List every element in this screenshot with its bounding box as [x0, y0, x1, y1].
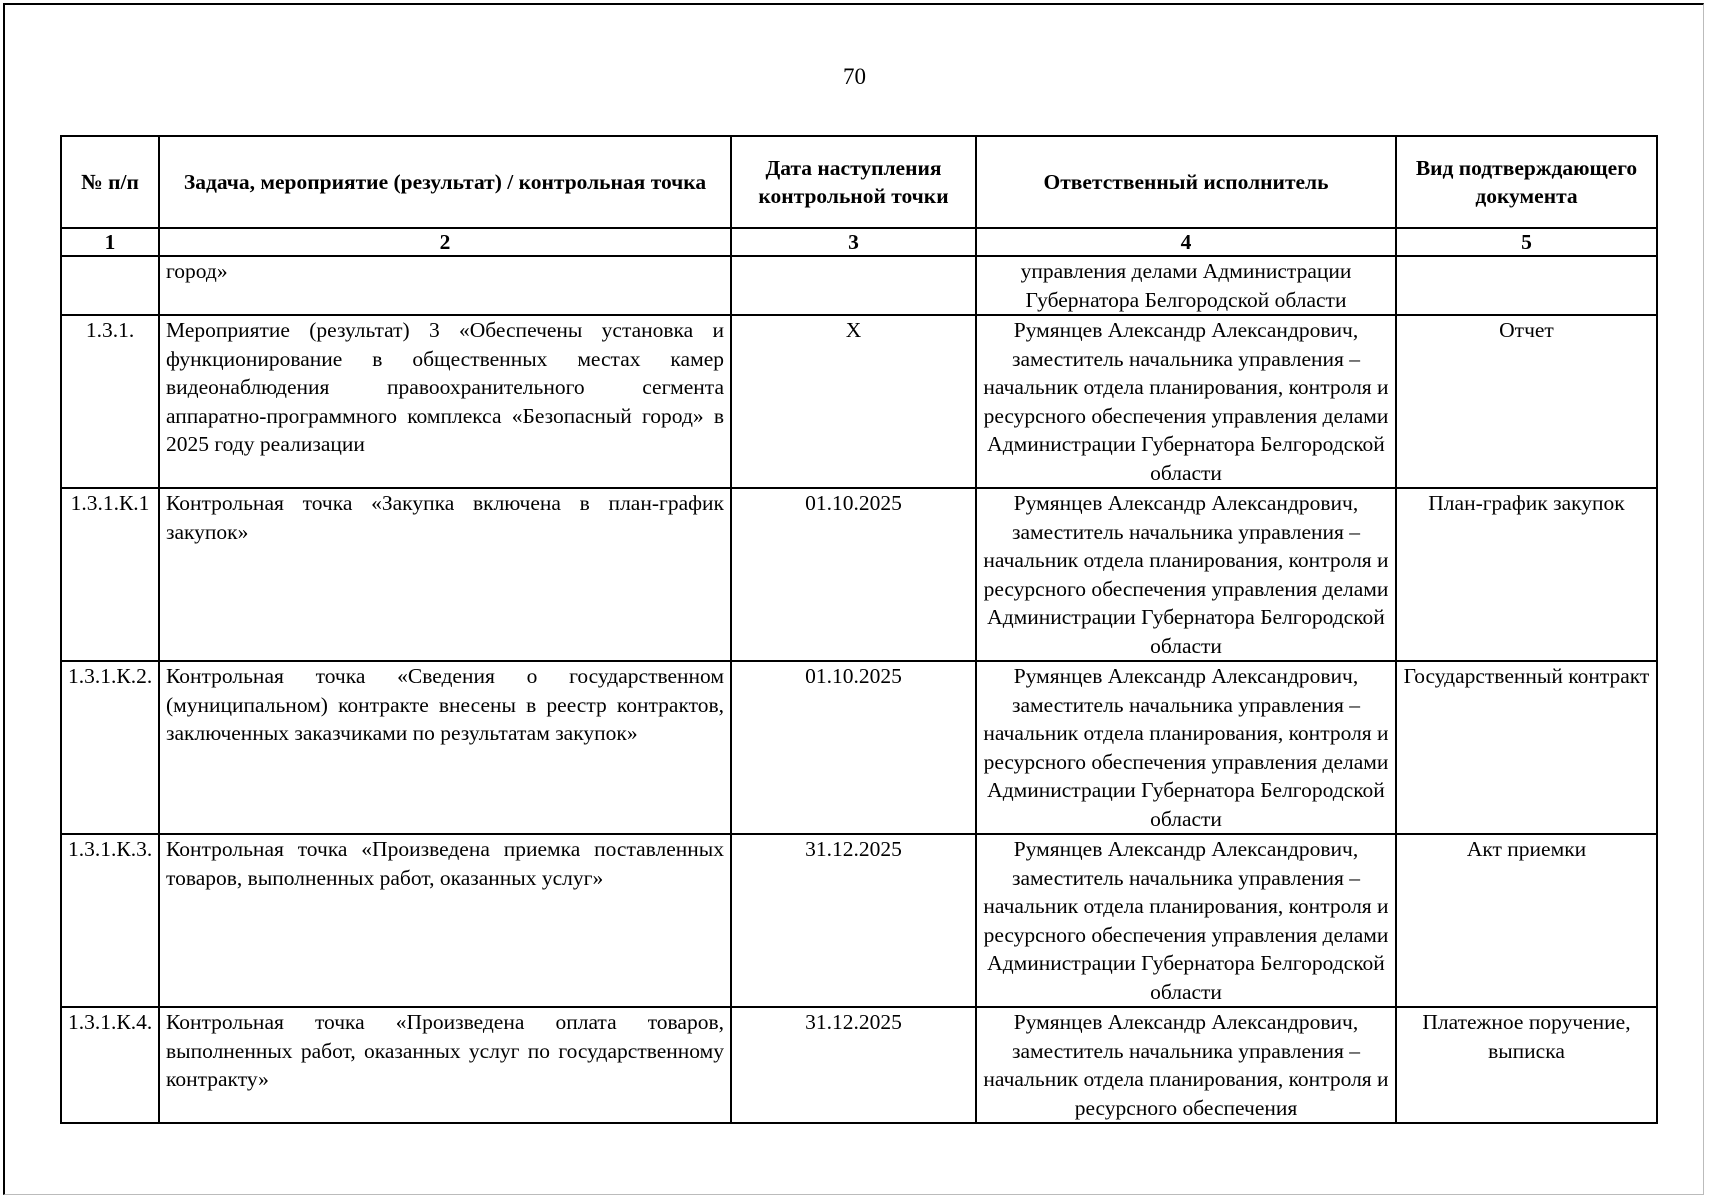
column-number: 4 — [976, 228, 1396, 256]
table-row — [61, 834, 1657, 1007]
row-task: Контрольная точка «Произведена оплата товаров, выполненных работ, оказанных услуг по государственному контракту» — [159, 1007, 731, 1123]
plan-table — [60, 135, 1658, 1124]
row-responsible: Румянцев Александр Александрович, заместитель начальника управления – начальник отдела планирования, контроля и ресурсного обеспечения управления делами Администрации Губернатора Белгородской области — [976, 488, 1396, 661]
row-task: Контрольная точка «Произведена приемка поставленных товаров, выполненных работ, оказанных услуг» — [159, 834, 731, 1007]
header-date: Дата наступления контрольной точки — [731, 136, 976, 228]
row-task: Контрольная точка «Сведения о государственном (муниципальном) контракте внесены в реестр контрактов, заключенных заказчиками по результатам закупок» — [159, 661, 731, 834]
table-row — [61, 256, 1657, 315]
row-document: Платежное поручение, выписка — [1396, 1007, 1657, 1123]
row-number: 1.3.1.К.3. — [61, 834, 159, 1007]
column-number-row — [61, 228, 1657, 256]
row-date — [731, 256, 976, 315]
row-date: 01.10.2025 — [731, 661, 976, 834]
row-document: Отчет — [1396, 315, 1657, 488]
row-date: 31.12.2025 — [731, 834, 976, 1007]
column-number: 2 — [159, 228, 731, 256]
row-task: Контрольная точка «Закупка включена в план-график закупок» — [159, 488, 731, 661]
header-responsible: Ответственный исполнитель — [976, 136, 1396, 228]
row-responsible: Румянцев Александр Александрович, заместитель начальника управления – начальник отдела планирования, контроля и ресурсного обеспечения управления делами Администрации Губернатора Белгородской области — [976, 661, 1396, 834]
row-responsible: Румянцев Александр Александрович, заместитель начальника управления – начальник отдела планирования, контроля и ресурсного обеспечения управления делами Администрации Губернатора Белгородской области — [976, 315, 1396, 488]
row-task: город» — [159, 256, 731, 315]
column-number: 5 — [1396, 228, 1657, 256]
row-responsible: Румянцев Александр Александрович, заместитель начальника управления – начальник отдела планирования, контроля и ресурсного обеспечения — [976, 1007, 1396, 1123]
row-document — [1396, 256, 1657, 315]
table-row — [61, 488, 1657, 661]
row-number: 1.3.1.К.4. — [61, 1007, 159, 1123]
row-responsible: управления делами Администрации Губернатора Белгородской области — [976, 256, 1396, 315]
header-task: Задача, мероприятие (результат) / контрольная точка — [159, 136, 731, 228]
row-number — [61, 256, 159, 315]
row-document: План-график закупок — [1396, 488, 1657, 661]
row-date: 01.10.2025 — [731, 488, 976, 661]
table-row — [61, 315, 1657, 488]
header-number: № п/п — [61, 136, 159, 228]
table-row — [61, 1007, 1657, 1123]
row-date: Х — [731, 315, 976, 488]
page-number: 70 — [843, 64, 866, 89]
table-row — [61, 661, 1657, 834]
row-task: Мероприятие (результат) 3 «Обеспечены установка и функционирование в общественных местах камер видеонаблюдения правоохранительного сегмента аппаратно-программного комплекса «Безопасный город» в 2025 году реализации — [159, 315, 731, 488]
row-document: Государственный контракт — [1396, 661, 1657, 834]
row-date: 31.12.2025 — [731, 1007, 976, 1123]
header-document: Вид подтверждающего документа — [1396, 136, 1657, 228]
column-number: 3 — [731, 228, 976, 256]
header-row — [61, 136, 1657, 228]
row-number: 1.3.1.К.1 — [61, 488, 159, 661]
row-document: Акт приемки — [1396, 834, 1657, 1007]
column-number: 1 — [61, 228, 159, 256]
row-responsible: Румянцев Александр Александрович, заместитель начальника управления – начальник отдела планирования, контроля и ресурсного обеспечения управления делами Администрации Губернатора Белгородской области — [976, 834, 1396, 1007]
row-number: 1.3.1.К.2. — [61, 661, 159, 834]
row-number: 1.3.1. — [61, 315, 159, 488]
